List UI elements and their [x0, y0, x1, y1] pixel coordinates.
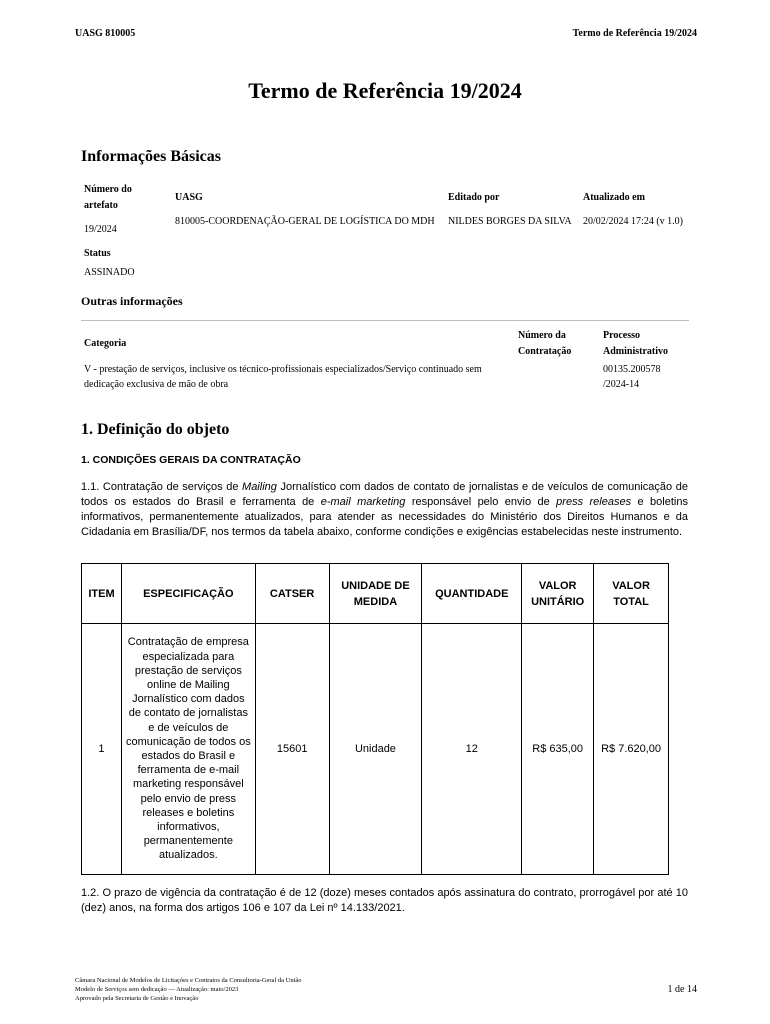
category-value: V - prestação de serviços, inclusive os técnico-profissionais especializados/Serviço continuado sem dedicação exclusiva de mão de obra — [84, 364, 482, 390]
section-heading: 1. Definição do objeto — [81, 421, 230, 438]
paragraph-1-1: 1.1. Contratação de serviços de Mailing Jornalístico com dados de contato de jornalistas e de veículos de comunicação de todos os estados do Brasil e ferramenta de e-mail marketing responsável pelo envio de press releases e boletins informativos, permanentemente atualizados, para atender as necessidades do Ministério dos Direitos Humanos e da Cidadania em Brasília/DF, nos termos da tabela abaixo, conforme condições e exigências estabelecidas neste instrumento. — [81, 481, 688, 538]
updated-at-value: 20/02/2024 17:24 (v 1.0) — [583, 216, 683, 227]
header-total: VALOR TOTAL — [594, 564, 669, 624]
status-value: ASSINADO — [84, 267, 135, 278]
table-header-row — [82, 564, 669, 624]
footer-line: Modelo de Serviços sem dedicação — Atualização: maio/2023 — [75, 986, 239, 993]
page-title: Termo de Referência 19/2024 — [248, 78, 522, 103]
items-table — [81, 563, 669, 875]
cell-item: 1 — [82, 624, 122, 875]
table-row — [82, 624, 669, 875]
uasg-label: UASG — [175, 192, 203, 203]
header-right: Termo de Referência 19/2024 — [572, 28, 697, 39]
cell-quantity: 12 — [422, 624, 522, 875]
footer-line: Câmara Nacional de Modelos de Licitações e Contratos da Consultoria-Geral da União — [75, 977, 302, 984]
footer-note — [75, 976, 302, 1003]
paragraph-1-2: 1.2. O prazo de vigência da contratação é de 12 (doze) meses contados após assinatura do contrato, prorrogável por até 10 (dez) anos, na forma dos artigos 106 e 107 da Lei nº 14.133/2021. — [81, 887, 688, 914]
status-label: Status — [84, 248, 111, 259]
other-info-heading: Outras informações — [81, 294, 183, 308]
process-value: 00135.200578 /2024-14 — [603, 364, 661, 390]
section-subheading: 1. CONDIÇÕES GERAIS DA CONTRATAÇÃO — [81, 454, 301, 466]
uasg-value: 810005-COORDENAÇÃO-GERAL DE LOGÍSTICA DO MDH — [175, 216, 435, 227]
updated-at-label: Atualizado em — [583, 192, 645, 203]
divider — [81, 320, 689, 321]
header-unit-price: VALOR UNITÁRIO — [522, 564, 594, 624]
category-label: Categoria — [84, 338, 127, 349]
cell-unit-price: R$ 635,00 — [522, 624, 594, 875]
artifact-number-label: Número do artefato — [84, 184, 132, 211]
page-number: 1 de 14 — [667, 984, 697, 995]
header-catser: CATSER — [255, 564, 329, 624]
edited-by-label: Editado por — [448, 192, 500, 203]
basic-info-heading: Informações Básicas — [81, 148, 221, 165]
header-item: ITEM — [82, 564, 122, 624]
cell-specification: Contratação de empresa especializada para prestação de serviços online de Mailing Jornalístico com dados de contato de jornalistas e de veículos de comunicação de todos os estados do Brasil e ferramenta de e-mail marketing responsável pelo envio de press releases e boletins informativos, permanentemente atualizados. — [121, 624, 255, 875]
header-left: UASG 810005 — [75, 28, 136, 39]
cell-total: R$ 7.620,00 — [594, 624, 669, 875]
process-label: Processo Administrativo — [603, 330, 668, 357]
artifact-number-value: 19/2024 — [84, 224, 117, 235]
header-specification: ESPECIFICAÇÃO — [121, 564, 255, 624]
footer-line: Aprovado pela Secretaria de Gestão e Inovação — [75, 995, 199, 1002]
edited-by-value: NILDES BORGES DA SILVA — [448, 216, 572, 227]
cell-unit: Unidade — [329, 624, 422, 875]
contract-number-label: Número da Contratação — [518, 330, 572, 357]
cell-catser: 15601 — [255, 624, 329, 875]
header-quantity: QUANTIDADE — [422, 564, 522, 624]
header-unit: UNIDADE DE MEDIDA — [329, 564, 422, 624]
